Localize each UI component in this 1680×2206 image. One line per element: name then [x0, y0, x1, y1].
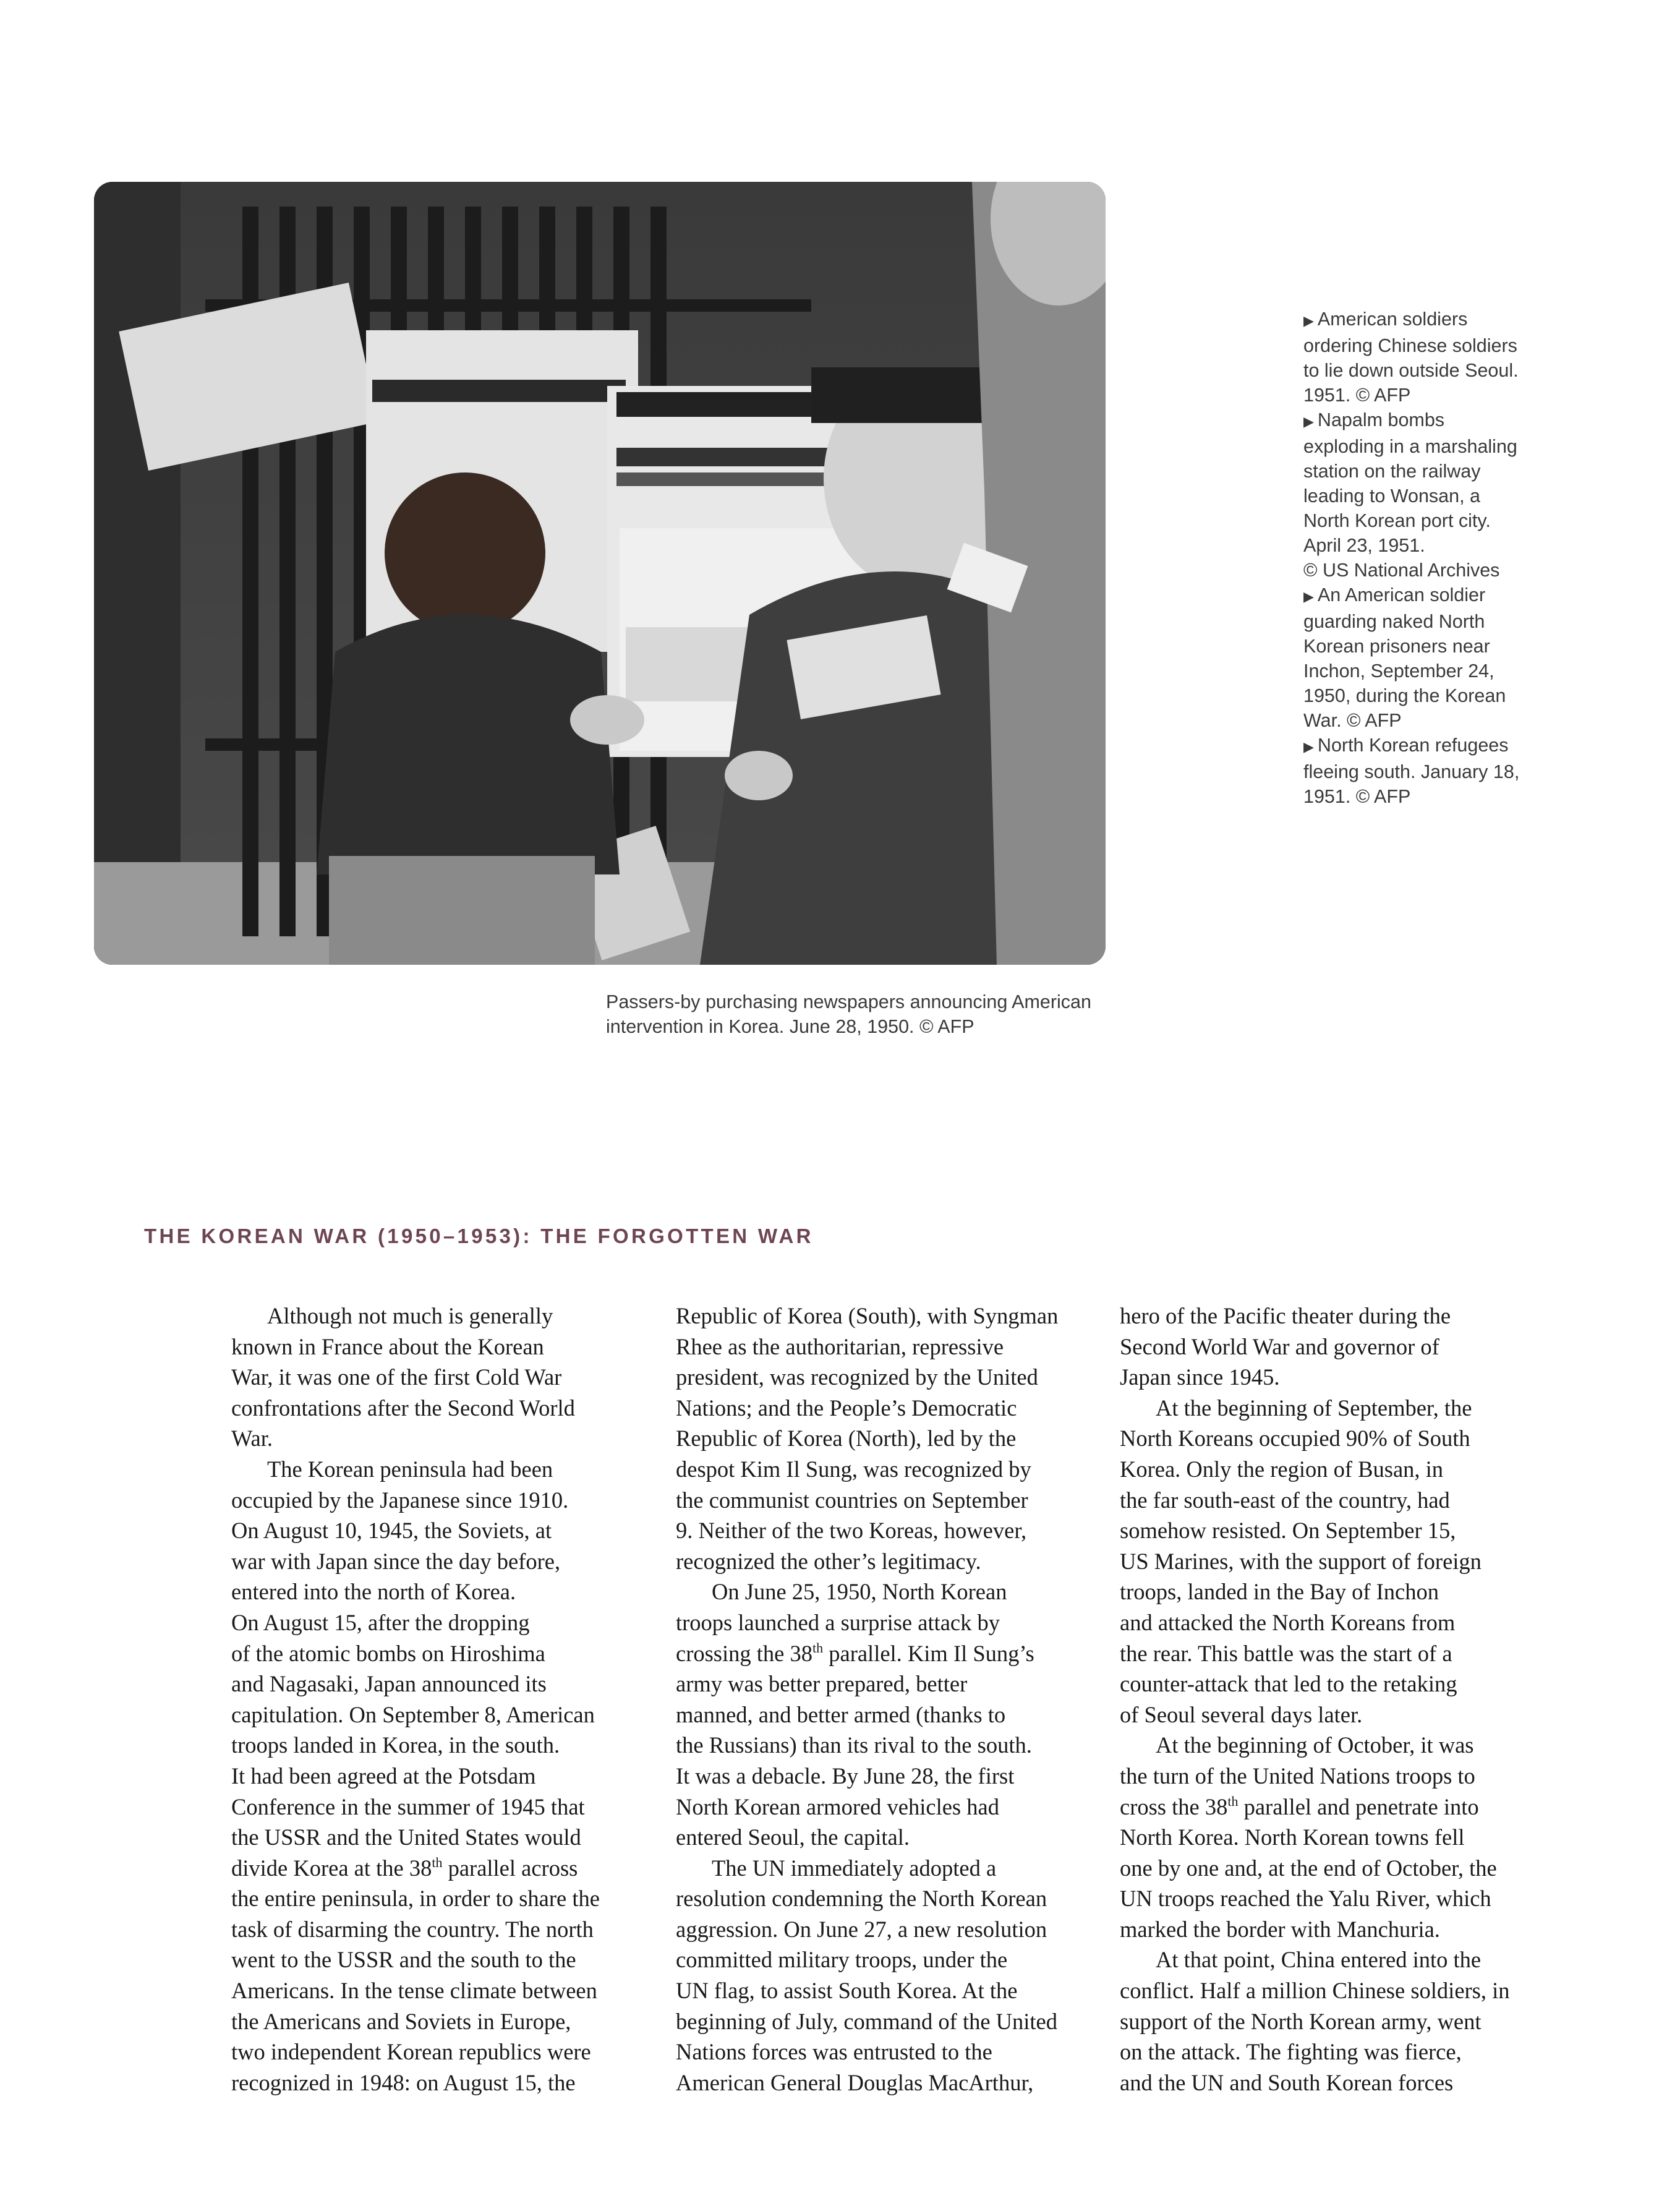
text-line: Rhee as the authoritarian, repressive	[676, 1333, 1004, 1359]
triangle-bullet-icon: ▶	[1303, 739, 1314, 755]
text-column-3	[1120, 1301, 1562, 2098]
text-line: American General Douglas MacArthur,	[676, 2069, 1034, 2095]
text-line: and the UN and South Korean forces	[1120, 2069, 1454, 2095]
text-line: Second World War and governor of	[1120, 1333, 1439, 1359]
text-line: crossing the 38th parallel. Kim Il Sung’s	[676, 1640, 1034, 1666]
text-line: The Korean peninsula had been	[267, 1456, 553, 1482]
text-line: It had been agreed at the Potsdam	[231, 1763, 536, 1789]
side-caption: ▶ An American soldier guarding naked North Korean prisoners near Inchon, September 24, 1950, during the Korean War. © AFP	[1303, 584, 1506, 731]
text-line: of the atomic bombs on Hiroshima	[231, 1640, 545, 1666]
text-line: Republic of Korea (South), with Syngman	[676, 1303, 1059, 1328]
text-line: divide Korea at the 38th parallel across	[231, 1854, 578, 1881]
text-line: 9. Neither of the two Koreas, however,	[676, 1518, 1027, 1544]
text-line: the communist countries on September	[676, 1487, 1028, 1513]
text-line: went to the USSR and the south to the	[231, 1947, 576, 1973]
text-line: known in France about the Korean	[231, 1333, 544, 1359]
text-line: On June 25, 1950, North Korean	[712, 1579, 1007, 1605]
text-line: and attacked the North Koreans from	[1120, 1609, 1456, 1635]
text-line: UN troops reached the Yalu River, which	[1120, 1886, 1491, 1912]
text-line: of Seoul several days later.	[1120, 1701, 1363, 1727]
text-line: entered into the north of Korea.	[231, 1579, 516, 1605]
text-line: War.	[231, 1426, 273, 1451]
text-line: the far south-east of the country, had	[1120, 1487, 1450, 1513]
triangle-bullet-icon: ▶	[1303, 414, 1314, 429]
text-line: confrontations after the Second World	[231, 1395, 575, 1421]
text-line: Nations forces was entrusted to the	[676, 2039, 992, 2065]
text-line: At the beginning of October, it was	[1156, 1732, 1474, 1758]
text-line: somehow resisted. On September 15,	[1120, 1518, 1456, 1544]
text-line: Although not much is generally	[267, 1303, 553, 1328]
side-caption: ▶ Napalm bombs exploding in a marshaling station on the railway leading to Wonsan, a North Korean port city. April 23, 1951. © US National Archives	[1303, 409, 1517, 581]
text-line: US Marines, with the support of foreign	[1120, 1548, 1482, 1574]
text-line: the Russians) than its rival to the south.	[676, 1732, 1032, 1758]
text-line: North Korean armored vehicles had	[676, 1793, 999, 1819]
text-line: War, it was one of the first Cold War	[231, 1364, 562, 1390]
text-line: and Nagasaki, Japan announced its	[231, 1671, 547, 1697]
text-line: manned, and better armed (thanks to	[676, 1701, 1006, 1727]
text-line: the rear. This battle was the start of a	[1120, 1640, 1452, 1666]
side-captions	[1303, 307, 1594, 809]
photo-illustration	[94, 182, 1106, 965]
triangle-bullet-icon: ▶	[1303, 313, 1314, 328]
section-title: THE KOREAN WAR (1950–1953): THE FORGOTTEN WAR	[144, 1225, 814, 1247]
text-line: two independent Korean republics were	[231, 2039, 591, 2065]
text-line: North Koreans occupied 90% of South	[1120, 1426, 1470, 1451]
text-line: the Americans and Soviets in Europe,	[231, 2008, 571, 2034]
text-line: UN flag, to assist South Korea. At the	[676, 1978, 1018, 2004]
text-line: support of the North Korean army, went	[1120, 2008, 1482, 2034]
text-line: hero of the Pacific theater during the	[1120, 1303, 1451, 1328]
newsstand-photo	[94, 182, 1106, 965]
text-line: despot Kim Il Sung, was recognized by	[676, 1456, 1031, 1482]
text-line: the USSR and the United States would	[231, 1824, 581, 1850]
text-line: resolution condemning the North Korean	[676, 1886, 1047, 1912]
text-line: Nations; and the People’s Democratic	[676, 1395, 1017, 1421]
text-line: occupied by the Japanese since 1910.	[231, 1487, 569, 1513]
text-line: troops launched a surprise attack by	[676, 1609, 1000, 1635]
side-caption: ▶ North Korean refugees fleeing south. January 18, 1951. © AFP	[1303, 735, 1520, 807]
triangle-bullet-icon: ▶	[1303, 589, 1314, 604]
text-line: committed military troops, under the	[676, 1947, 1008, 1973]
text-line: The UN immediately adopted a	[712, 1855, 997, 1881]
text-line: Korea. Only the region of Busan, in	[1120, 1456, 1444, 1482]
text-line: counter-attack that led to the retaking	[1120, 1671, 1457, 1697]
text-line: troops landed in Korea, in the south.	[231, 1732, 560, 1758]
text-line: recognized in 1948: on August 15, the	[231, 2069, 576, 2095]
text-line: recognized the other’s legitimacy.	[676, 1548, 981, 1574]
text-column-2	[676, 1301, 1118, 2098]
text-line: conflict. Half a million Chinese soldiers, in	[1120, 1978, 1510, 2004]
text-line: It was a debacle. By June 28, the first	[676, 1763, 1015, 1789]
text-line: army was better prepared, better	[676, 1671, 968, 1697]
text-line: On August 15, after the dropping	[231, 1609, 530, 1635]
text-line: Conference in the summer of 1945 that	[231, 1793, 585, 1819]
text-line: aggression. On June 27, a new resolution	[676, 1916, 1047, 1942]
text-line: marked the border with Manchuria.	[1120, 1916, 1440, 1942]
text-line: At that point, China entered into the	[1156, 1947, 1482, 1973]
text-line: entered Seoul, the capital.	[676, 1824, 910, 1850]
text-line: the entire peninsula, in order to share the	[231, 1886, 600, 1912]
text-line: task of disarming the country. The north	[231, 1916, 594, 1942]
text-line: on the attack. The fighting was fierce,	[1120, 2039, 1462, 2065]
text-line: war with Japan since the day before,	[231, 1548, 561, 1574]
side-caption: ▶ American soldiers ordering Chinese soldiers to lie down outside Seoul. 1951. © AFP	[1303, 309, 1519, 406]
text-line: Japan since 1945.	[1120, 1364, 1280, 1390]
text-line: North Korea. North Korean towns fell	[1120, 1824, 1465, 1850]
text-line: On August 10, 1945, the Soviets, at	[231, 1518, 552, 1544]
text-line: the turn of the United Nations troops to	[1120, 1763, 1475, 1789]
text-line: cross the 38th parallel and penetrate into	[1120, 1793, 1479, 1819]
text-line: beginning of July, command of the United	[676, 2008, 1058, 2034]
text-line: troops, landed in the Bay of Inchon	[1120, 1579, 1439, 1605]
photo-caption: Passers-by purchasing newspapers announcing American intervention in Korea. June 28, 1950. © AFP	[606, 991, 1091, 1037]
text-line: president, was recognized by the United	[676, 1364, 1038, 1390]
text-column-1	[231, 1301, 673, 2098]
text-line: Americans. In the tense climate between	[231, 1978, 597, 2004]
text-line: Republic of Korea (North), led by the	[676, 1426, 1017, 1451]
text-line: one by one and, at the end of October, the	[1120, 1855, 1497, 1881]
text-line: capitulation. On September 8, American	[231, 1701, 595, 1727]
text-line: At the beginning of September, the	[1156, 1395, 1472, 1421]
